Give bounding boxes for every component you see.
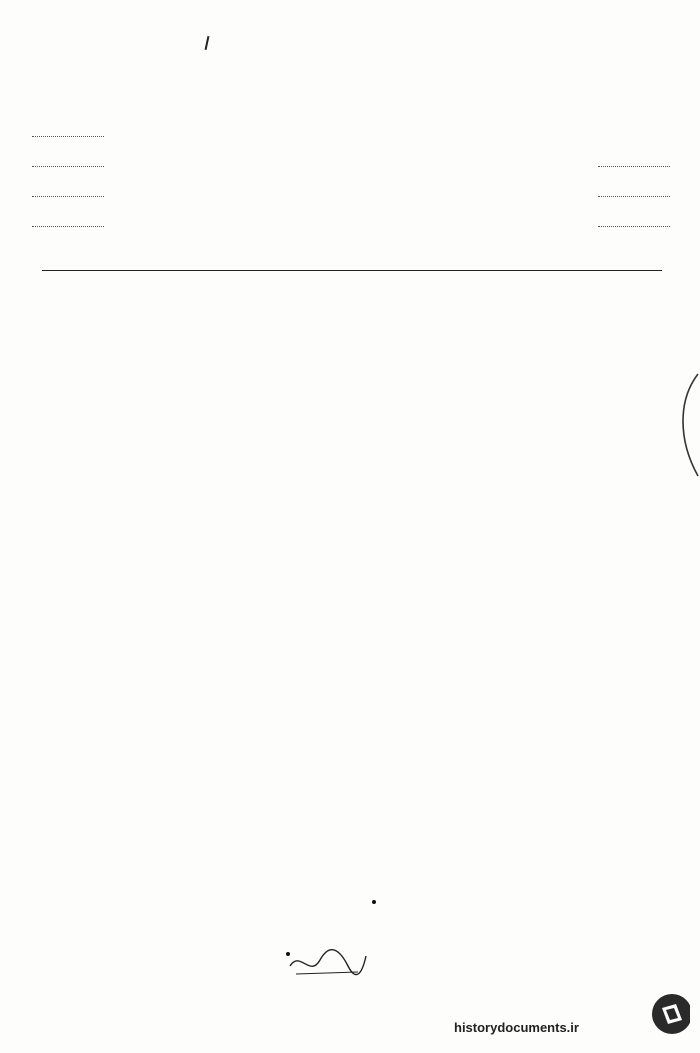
ink-dot [372,900,376,904]
number-value [32,136,104,137]
source-value [598,226,670,227]
meta-place [598,152,670,171]
meta-number [32,122,104,141]
margin-curve [676,370,700,480]
archive-stamp-url: historydocuments.ir [454,1020,579,1035]
event-date-value [32,166,104,167]
place-value [598,166,670,167]
top-slash-mark [205,36,210,50]
meta-rating [598,246,670,265]
header-divider [42,270,662,271]
report-date-value [32,226,104,227]
meta-subject [598,122,670,141]
received-date-value [32,196,104,197]
meta-received-date [32,182,104,201]
meta-ref [598,182,670,201]
ref-value [598,196,670,197]
meta-report-date [32,212,104,231]
signature [286,944,370,984]
archive-logo [558,990,690,1040]
meta-event-date [32,152,104,171]
meta-source [598,212,670,231]
